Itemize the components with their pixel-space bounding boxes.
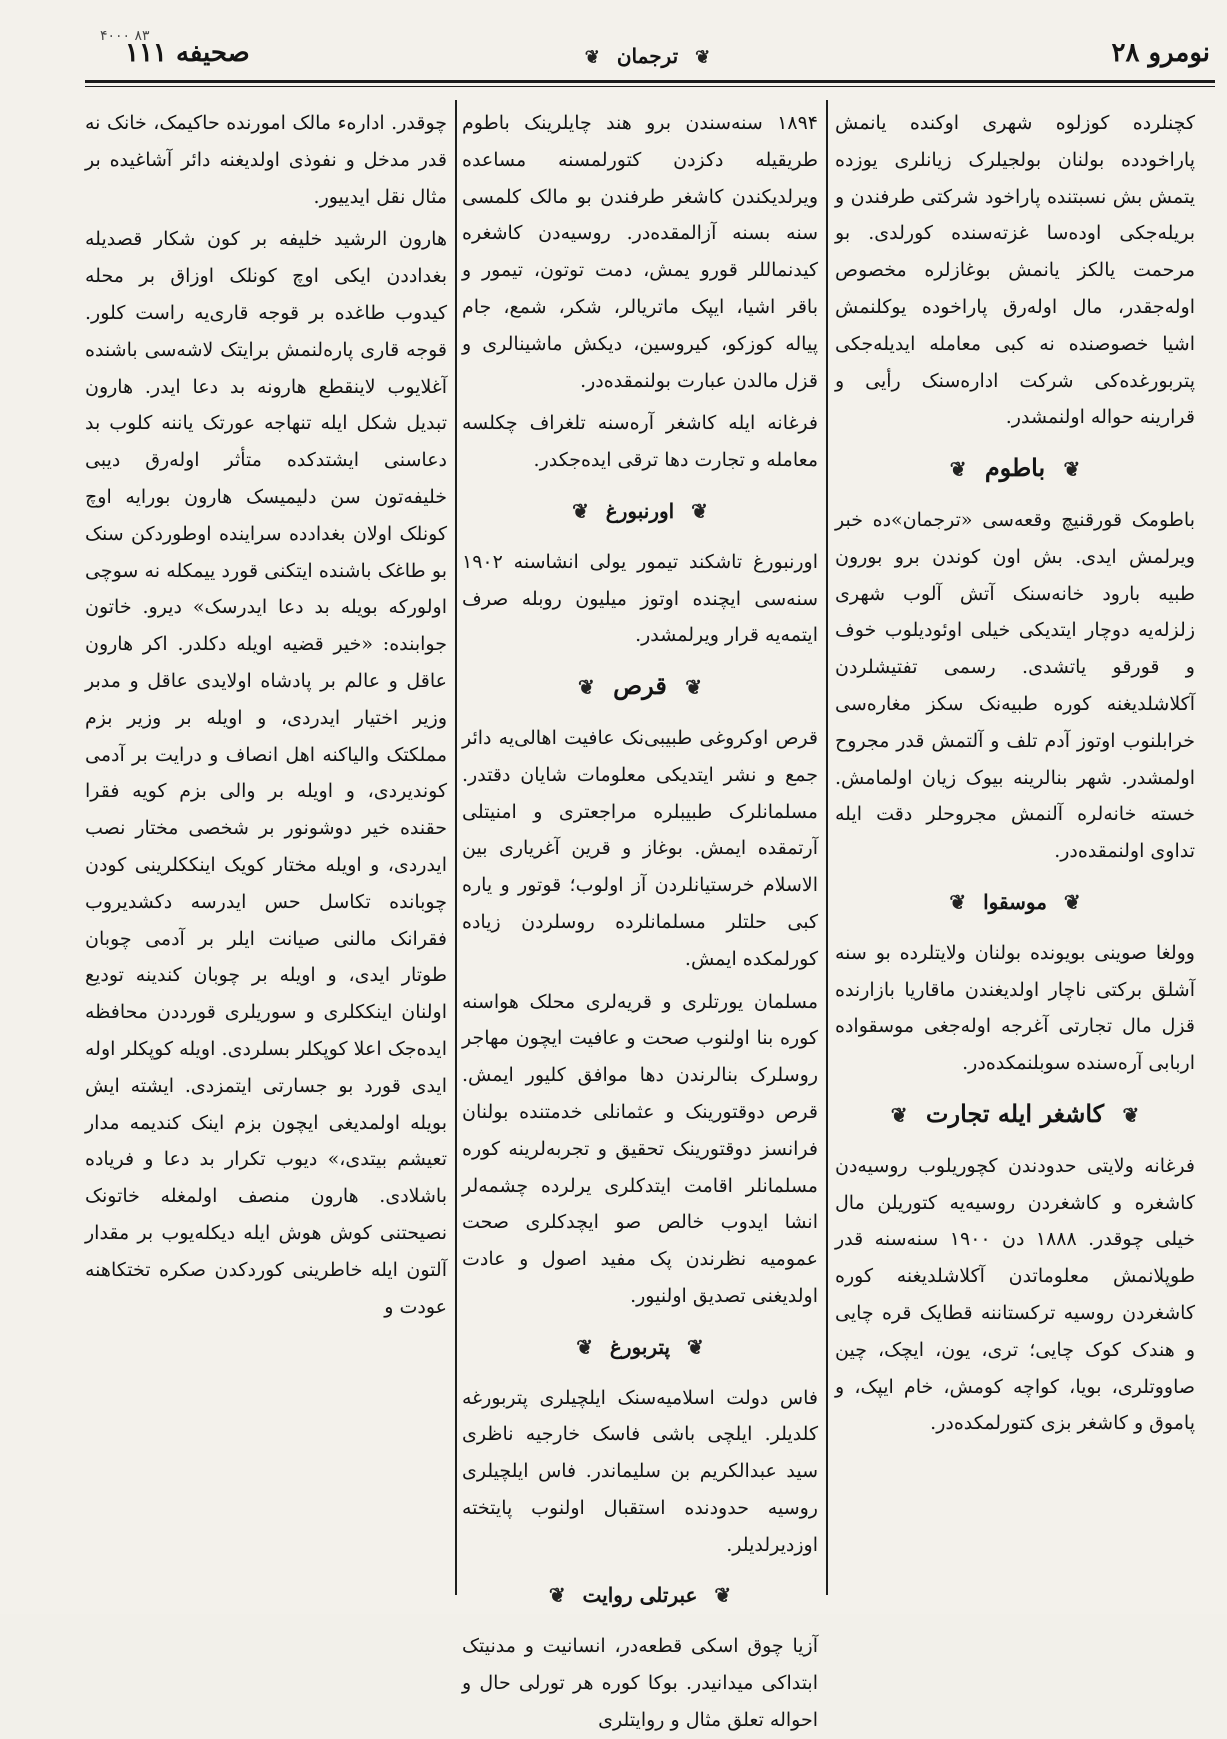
article-kirs-2: مسلمان یورتلری و قریه‌لری محلک هواسنه کوره بنا اولنوب صحت و عافیت ایچون مهاجر روسلرک بنالرندن دها موافق کلیور ایمش. قرص دوقتورینک و عثمانلی خدمتنده بولنان فرانسز دوقتورینک تحقیق و تجربه‌لرینه کوره مسلمانلر اقامت ایتدکلری یرلرده چشمه‌لر انشا ایدوب خالص صو ایچدکلری صحت عمومیه نظرندن پک مفید اصول و عادت اولدیغنی تصدیق اولنیور. [462,990,818,1307]
ornament-icon: ❦ [548,1583,566,1608]
corner-mark: ۴۰۰۰ ۸۳ [100,28,150,44]
column-right [835,105,1195,1595]
column-divider-left [455,100,457,1595]
section-heading-ibret [462,1577,818,1614]
ornament-icon: ❦ [576,1334,593,1359]
article-kashgar: فرغانه ولایتی حدودندن کچوریلوب روسیه‌دن کاشغره و کاشغردن روسیه‌یه کتوریلن مال خیلی چوقدر. ۱۸۸۸ دن ۱۹۰۰ سنه‌سنه قدر طوپلانمش معلوماتدن آکلاشلدیغنه کوره کاشغردن روسیه ترکستاننه قطایک قره چایی و هندک کوک چایی؛ تری، یون، ایچک، چین صاووتلری، بویا، کواچه کومش، خام ایپک، و پاموق و کاشغر بزی کتورلمکده‌در. [835,1154,1196,1435]
orenburg-heading-text: اورنبورغ [605,498,675,523]
ornament-icon: ❦ [1063,889,1081,914]
left-ornament-icon: ❦ [695,47,711,68]
article-kirs: قرص اوکروغی طبیبی‌نک عافیت اهالی‌یه دائر جمع و نشر ایتدیکی معلومات شایان دقتدر. مسلمانلرک طبیبلره مراجعتری و امنیتلی آرتمقده ایمش. بوغاز و قرین آغریاری بین الاسلام خرستیانلردن آز اولوب؛ قوتور و یاره کبی حلتلر مسلمانلرده روسلردن زیاده کورلمکده ایمش. [462,726,818,970]
kirs-heading-text: قرص [613,671,667,701]
header-rule-thin [85,86,1215,87]
section-heading-moskva [835,884,1195,921]
article-orenburg: اورنبورغ تاشکند تیمور یولی انشاسنه ۱۹۰۲ سنه‌سی ایچنده اوتوز میلیون روبله صرف ایتمه‌یه قرار ویرلمشدر. [462,550,818,647]
newspaper-title [85,44,1210,68]
article-harun-story: هارون الرشید خلیفه بر کون شکار قصدیله بغداددن ایکی اوچ کونلک اوزاق بر محله کیدوب طاغده بر قوجه قاری‌یه راست کلور. قوجه قاری پاره‌لنمش برایتک لاشه‌سی باشنده آغلایوب لاینقطع هارونه بد دعا ایدر. هارون تبدیل شکل ایله تنهاجه عورتک یاننه کلوب بد دعاسنی ایشتدکده متأثر اوله‌رق دیبی خلیفه‌تون سن دلیمیسک هارون بورایه اوچ کونلک اولان بغدادده سراینده اوطوردکن سنک بو طاغک باشنده ایتکنی قورد ییمکله نه سوچی اولورکه بویله بد دعا ایدرسک» دیرو. خاتون جوابنده: «خیر قضیه اویله دکلدر. اکر هارون عاقل و عالم بر پادشاه اولایدی عاقل و مدبر وزیر اختیار ایدردی، و اویله بر وزیر بزم مملکتک والیاکنه اهل انصاف و درایت بر آدمی کوندیردی، و اویله بر والی بزم کویه فقرا حقنده خیر دوشونور بر شخصی مختار نصب ایدردی، و اویله مختار کویک اینککلرینی کودن چوبانده تکاسل حس ایدرسه دکشدیروب فقرانک مالنی صیانت ایلر بر آدمی چوبان طوتار ایدی، و اویله بر چوبان کندینه تودیع اولنان اینککلری و سوریلری قورددن محافظه ایده‌جک اعلا کوپکلر بسلردی. اویله کوپکلر اوله ایدی قورد بو جسارتی ایتمزدی. ایشته ایش بویله اولمدیغی ایچون بزم اینک کندیمه مدار تعیشم بیتدی،» دیوب تکرار بد دعا و فریاده باشلادی. هارون منصف اولمغله خاتونک نصیحتنی کوش هوش ایله دیکله‌یوب بر مقدار آلتون ایله خاطرینی کوردکدن صکره تختکاهنه عودت و [85,228,447,1318]
article-intro-middle-2: فرغانه ایله کاشغر آره‌سنه تلغراف چکلسه معامله و تجارت دها ترقی ایده‌جکدر. [462,412,818,472]
petersburg-heading-text: پتربورغ [609,1334,671,1359]
ornament-icon: ❦ [685,675,702,700]
ornament-icon: ❦ [1063,457,1081,482]
ornament-icon: ❦ [572,498,589,523]
column-middle [462,105,818,1731]
issue-number: نومرو ۲۸ [1111,38,1210,68]
article-batum: باطومک قورقنیچ وقعه‌سی «ترجمان»ده خبر ویرلمش ایدی. بش اون کوندن برو بورون طبیه بارود خانه‌سنک آتش آلوب شهری زلزله‌یه دوچار ایتدیکی خیلی اوئودیلوب خوف و قورقو یاتشدی. رسمی تفتیشلردن آکلاشلدیغنه کوره طبیه‌نک سکز مغاره‌سی خرابلنوب اوتوز آدم تلف و آلتمش قدر مجروح اولمشدر. شهر بنالرینه بیوک زیان اولمامش. خسته خانه‌لره آلنمش مجروحلر دقت ایله تداوی اولنمقده‌در. [835,508,1195,863]
kashgar-heading-text: کاشغر ایله تجارت [925,1098,1105,1128]
section-heading-orenburg [462,493,818,530]
page-number: صحیفه ۱۱۱ [125,38,250,68]
newspaper-title-text: ترجمان [616,44,679,68]
ibret-heading-text: عبرتلی روایت [582,1583,698,1608]
article-intro-right: کچنلرده کوزلوه شهری اوکنده یانمش پاراخودده بولنان بولجیلرک زیانلری یوزده یتمش بش نسبتنده پاراخود شرکتی طرفندن و بریله‌جکی اوده‌سا غزته‌سنده کورلدی. بو مرحمت یالکز یانمش بوغاز‌لره مخصوص اوله‌جقدر، مال اوله‌رق پاراخوده یوکلنمش اشیا خصوصنده نه کبی معامله ایدیله‌جکی پتربورغده‌کی شرکت اداره‌سنک رأیی و قرارینه حواله اولنمشدر. [835,112,1195,429]
ornament-icon: ❦ [1122,1102,1140,1127]
section-heading-kashgar [835,1096,1195,1134]
article-ibret: آزیا چوق اسکی قطعه‌در، انسانیت و مدنیتک ابتداکی میدانیدر. بوکا کوره هر تورلی حال و احواله تعلق مثال و روایتلری [462,1635,818,1731]
ornament-icon: ❦ [890,1102,908,1127]
column-divider-right [826,100,828,1595]
article-petersburg: فاس دولت اسلامیه‌سنک ایلچیلری پتربورغه کلدیلر. ایلچی باشی فاسک خارجیه ناظری سید عبدالکریم بن سلیماندر. فاس ایلچیلری روسیه حدودنده استقبال اولنوب پایتخته اوزدیرلدیلر. [462,1386,818,1556]
ornament-icon: ❦ [949,457,967,482]
section-heading-kirs [462,668,818,706]
ornament-icon: ❦ [691,498,708,523]
ornament-icon: ❦ [687,1334,704,1359]
ornament-icon: ❦ [949,889,967,914]
column-left [85,105,447,1595]
ornament-icon: ❦ [578,675,595,700]
right-ornament-icon: ❦ [584,47,600,68]
moskva-heading-text: موسقوا [983,889,1047,914]
section-heading-batum [835,450,1195,488]
masthead [85,30,1210,80]
section-heading-petersburg [462,1329,818,1366]
header-rule [85,80,1215,83]
article-moskva: وولغا صوینی بویونده بولنان ولایتلرده بو سنه آشلق برکتی ناچار اولدیغندن ماقاریا بازارنده قزل مال تجارتی آغرجه اوله‌جغی موسقوا‌ده اربابی آره‌سنده سوبلنمکده‌در. [835,941,1195,1075]
article-intro-middle: ۱۸۹۴ سنه‌سندن برو هند چایلرینک باطوم طریقیله دکزدن کتورلمسنه مساعده ویرلدیکندن کاشغر طرفندن بو مالک کلمسی سنه بسنه آزالمقده‌در. روسیه‌دن کاشغره کیدنماللر قورو یمش، دمت توتون، تیمور و باقر اشیا، ایپک ماتریالر، شکر، شمع، جام پیاله کوزکو، کیروسین، دیکش ماشینالری و قزل مالدن عبارت بولنمقده‌در. [462,112,818,392]
ornament-icon: ❦ [714,1583,732,1608]
batum-heading-text: باطوم [984,453,1046,483]
article-intro-left: چوقدر. اداره‌ء مالک امورنده حاکیمک، خانک نه قدر مدخل و نفوذی اولدیغنه دائر آشاغیده بر مثال نقل ایدییور. [85,112,447,208]
